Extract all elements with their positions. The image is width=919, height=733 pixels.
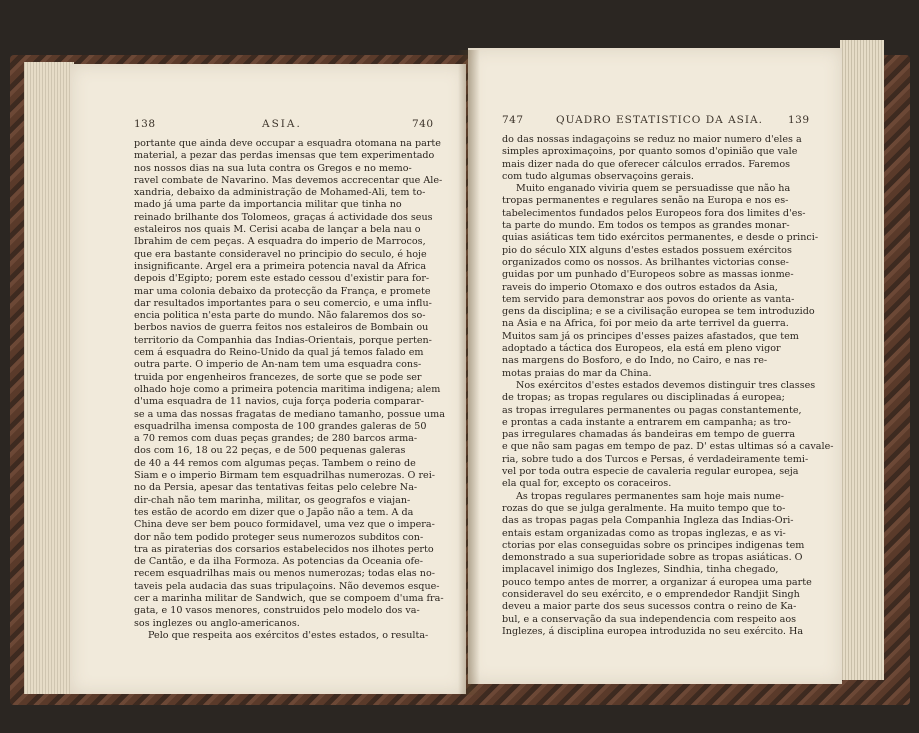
text-line: estaleiros nos quais M. Cerisi acaba de lançar a bela nau o (134, 224, 421, 236)
text-line: portante que ainda deve occupar a esquadra otomana na parte (134, 138, 441, 149)
text-line: motas praias do mar da China. (502, 367, 652, 379)
text-line: gata, e 10 vasos menores, construidos pelo modelo dos va- (134, 605, 420, 617)
text-line: xandria, debaixo da administração de Mohamed-Ali, tem to- (134, 187, 426, 199)
text-line: de tropas; as tropas regulares ou disciplinadas á europea; (502, 392, 785, 404)
text-line: organizados como os nossos. As brilhantes victorias conse- (502, 256, 789, 268)
text-line: a 70 remos com duas peças grandes; de 280 barcos arma- (134, 433, 418, 445)
left-running-title: ASIA. (262, 118, 302, 130)
text-line: com tudo algumas observaçoins gerais. (502, 170, 694, 182)
text-line: das as tropas pagas pela Companhia Ingleza das Indias-Ori- (502, 515, 794, 527)
text-line: cem á esquadra do Reino-Unido da qual já temos falado em (134, 347, 424, 359)
right-page-text (502, 134, 834, 638)
text-line: China deve ser bem pouco formidavel, uma vez que o impera- (134, 519, 435, 531)
text-line: tra as piraterias dos corsarios estabelecidos nos ilhotes perto (134, 543, 434, 555)
text-line: tropas permanentes e regulares senão na Europa e nos es- (502, 195, 789, 207)
text-line: vel por toda outra especie de cavaleria regular europea, seja (502, 466, 799, 478)
text-line: outra parte. O imperio de An-nam tem uma esquadra cons- (134, 359, 422, 371)
text-line: olhado hoje como a primeira potencia maritima indigena; alem (134, 383, 441, 395)
text-line: nos nossos dias na sua luta contra os Gregos e no memo- (134, 162, 412, 174)
text-line: na Asia e na Africa, foi por meio da arte terrivel da guerra. (502, 318, 789, 330)
text-line: pouco tempo antes de morrer, a organizar á europea uma parte (502, 576, 812, 588)
text-line: de 40 a 44 remos com algumas peças. Tambem o reino de (134, 457, 416, 469)
text-line: tabelecimentos fundados pelos Europeos fora dos limites d'es- (502, 207, 806, 219)
text-line: reinado brilhante dos Tolomeos, graças á actividade dos seus (134, 211, 433, 223)
text-line: pas irregulares chamadas ás bandeiras em tempo de guerra (502, 429, 796, 441)
text-line: ria, sobre tudo a dos Turcos e Persas, é verdadeiramente temi- (502, 453, 809, 465)
text-line: deveu a maior parte dos seus sucessos contra o reino de Ka- (502, 601, 797, 613)
text-line: mado já uma parte da importancia militar que tinha no (134, 199, 402, 211)
text-line: depois d'Egipto; porem este estado cessou d'existir para for- (134, 273, 430, 285)
text-line: e que não sam pagas em tempo de paz. D' estas ultimas só a cavale- (502, 441, 834, 453)
text-line: guidas por um punhado d'Europeos sobre as massas ionme- (502, 269, 794, 281)
text-line: dos com 16, 18 ou 22 peças, e de 500 pequenas galeras (134, 445, 406, 457)
text-line: Inglezes, á disciplina europea introduzida no seu exército. Ha (502, 625, 804, 637)
text-line: ctorias por elas conseguidas sobre os principes indigenas tem (502, 539, 805, 551)
page-edges-left (24, 62, 74, 694)
text-line: ta parte do mundo. Em todos os tempos as grandes monar- (502, 220, 790, 232)
text-line: implacavel inimigo dos Inglezes, Sindhia, tinha chegado, (502, 564, 779, 576)
text-line: cer a marinha militar de Sandwich, que se compoem d'uma fra- (134, 592, 444, 604)
text-line: no da Persia, apesar das tentativas feitas pelo celebre Na- (134, 482, 418, 494)
text-line: taveis pela audacia das suas tripulaçoins. Não devemos esque- (134, 580, 440, 592)
text-line: adoptado a táctica dos Europeos, ela está em pleno vigor (502, 343, 781, 355)
text-line: truida por engenheiros francezes, de sorte que se pode ser (134, 371, 422, 383)
text-line: ela qual for, excepto os coraceiros. (502, 478, 672, 490)
left-section-number: 740 (412, 118, 434, 130)
text-line: gens da disciplina; e se a civilisação europea se tem introduzido (502, 306, 815, 318)
text-line: Nos exércitos d'estes estados devemos distinguir tres classes (516, 379, 816, 391)
text-line: tem servido para demonstrar aos povos do oriente as vanta- (502, 293, 795, 305)
text-line: insignificante. Argel era a primeira potencia naval da Africa (134, 260, 427, 272)
text-line: nas margens do Bosforo, e do Indo, no Cairo, e nas re- (502, 355, 768, 367)
text-line: se a uma das nossas fragatas de mediano tamanho, possue uma (134, 408, 445, 420)
text-line: mar uma colonia debaixo da protecção da França, e promete (134, 285, 431, 297)
text-line: que era bastante consideravel no principio do seculo, é hoje (134, 248, 427, 260)
text-line: tes estão de acordo em dizer que o Japão não a tem. A da (134, 506, 414, 518)
text-line: recem esquadrilhas mais ou menos numerozas; todas elas no- (134, 568, 435, 580)
text-line: rozas do que se julga geralmente. Ha muito tempo que to- (502, 502, 786, 514)
text-line: esquadrilha imensa composta de 100 grandes galeras de 50 (134, 420, 427, 432)
book-gutter (458, 50, 480, 695)
text-line: encia politica n'esta parte do mundo. Não falaremos dos so- (134, 310, 426, 322)
text-line: pio do século XIX alguns d'estes estados possuem exércitos (502, 244, 792, 256)
text-line: mais dizer nada do que oferecer cálculos errados. Faremos (502, 158, 791, 170)
right-section-number: 747 (502, 114, 524, 126)
text-line: demonstrado a sua superioridade sobre as tropas asiáticas. O (502, 552, 803, 564)
text-line: Ibrahim de cem peças. A esquadra do imperio de Marrocos, (134, 236, 426, 248)
left-page-text (134, 138, 445, 642)
text-line: Muitos sam já os principes d'esses paizes afastados, que tem (502, 330, 799, 342)
text-line: quias asiáticas tem tido exércitos permanentes, e desde o princi- (502, 232, 819, 244)
text-line: ravel combate de Navarino. Mas devemos accrecentar que Ale- (134, 174, 443, 186)
text-line: do das nossas indagaçoins se reduz no maior numero d'eles a (502, 134, 802, 145)
text-line: territorio da Companhia das Indias-Orientais, porque perten- (134, 334, 432, 346)
right-running-title: QUADRO ESTATISTICO DA ASIA. (556, 114, 763, 126)
text-line: Pelo que respeita aos exércitos d'estes estados, o resulta- (148, 629, 429, 641)
left-page (70, 64, 466, 694)
text-line: As tropas regulares permanentes sam hoje mais nume- (516, 490, 785, 502)
text-line: entais estam organizadas como as tropas inglezas, e as vi- (502, 527, 786, 539)
right-page (468, 48, 842, 684)
text-line: dor não tem podido proteger seus numerozos subditos con- (134, 531, 424, 543)
text-line: sos inglezes ou anglo-americanos. (134, 617, 300, 629)
text-line: as tropas irregulares permanentes ou pagas constantemente, (502, 404, 802, 416)
text-line: bul, e a conservação da sua independencia com respeito aos (502, 613, 797, 625)
text-line: simples aproximaçoins, por quanto somos d'opinião que vale (502, 146, 798, 158)
text-line: dar resultados importantes para o seu comercio, e uma influ- (134, 297, 432, 309)
text-line: consideravel do seu exército, e o emprendedor Randjit Singh (502, 588, 800, 600)
text-line: Muito enganado viviria quem se persuadisse que não ha (516, 183, 791, 195)
text-line: material, a pezar das perdas imensas que tem experimentado (134, 150, 435, 162)
text-line: Siam e o imperio Birmam tem esquadrilhas numerozas. O rei- (134, 470, 436, 482)
text-line: raveis do imperio Otomaxo e dos outros estados da Asia, (502, 281, 778, 293)
text-line: e prontas a cada instante a entrarem em campanha; as tro- (502, 416, 791, 428)
text-line: dir-chah não tem marinha, militar, os geografos e viajan- (134, 494, 411, 506)
text-line: berbos navios de guerra feitos nos estaleiros de Bombain ou (134, 322, 429, 334)
page-edges-right (840, 40, 884, 680)
right-page-number: 139 (788, 114, 810, 126)
text-line: de Cantão, e da ilha Formoza. As potencias da Oceania ofe- (134, 556, 423, 568)
text-line: d'uma esquadra de 11 navios, cuja força poderia comparar- (134, 396, 425, 408)
left-page-number: 138 (134, 118, 156, 130)
